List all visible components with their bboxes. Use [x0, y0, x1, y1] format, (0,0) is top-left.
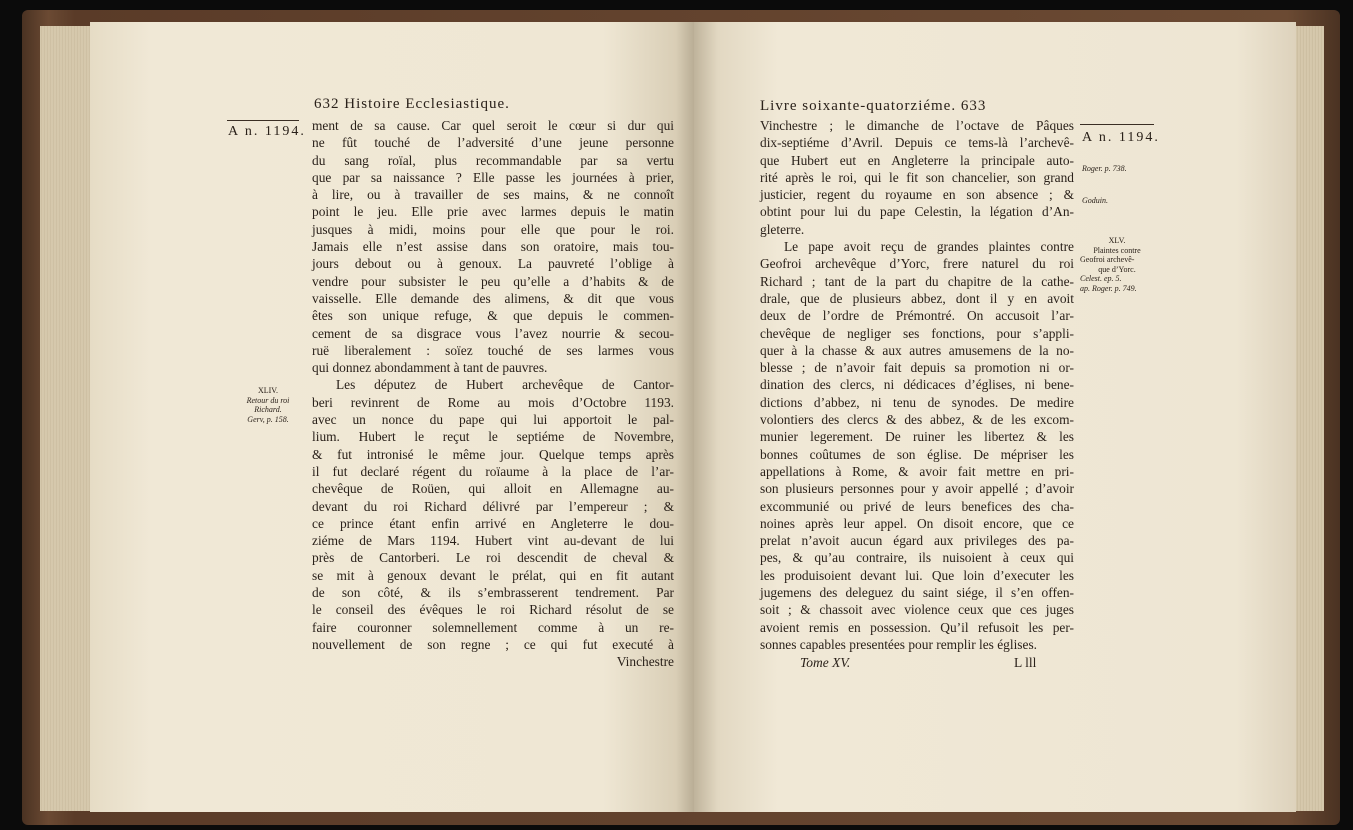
text-line: dictions d’abbez, ni tenu de synodes. De medire: [760, 394, 1074, 410]
text-line: vaisselle. Elle demande des alimens, & dit que vous: [312, 290, 674, 306]
text-line: cement de sa disgrace vous l’avez nourrie & secou-: [312, 325, 674, 341]
text-line: jugemens des deleguez du saint siége, il s’en offen-: [760, 585, 1074, 601]
text-line: Geofroi archevêque d’Yorc, frere naturel du roi: [760, 256, 1074, 272]
text-line: dination des clercs, ni dédicaces d’églises, ni bene-: [760, 377, 1074, 393]
text-line: drale, que de plusieurs abbez, dont il y en avoit: [760, 290, 1074, 306]
text-line: justicier, regent du royaume en son absence ; &: [760, 187, 1074, 203]
text-line: appellations à Rome, & avoir fait mettre en pri-: [760, 463, 1074, 479]
text-line: munier legerement. De ruiner les libertez & les: [760, 429, 1074, 445]
signature-mark: L lll: [1014, 655, 1037, 670]
text-line: jours debout ou à genoux. La pauvreté l’oblige à: [312, 256, 674, 272]
note-line: XLV.: [1108, 236, 1126, 245]
text-line: Jamais elle n’est assise dans son oratoire, mais tou-: [312, 239, 674, 255]
note-line: Gerv, p. 158.: [247, 414, 289, 424]
text-line: jusques à midi, moins pour elle que pour le roi.: [312, 221, 674, 237]
left-margin-note: [236, 386, 300, 424]
text-line: Les députez de Hubert archevêque de Cantor-: [336, 377, 674, 393]
text-line: le conseil des évêques le roi Richard résolut de se: [312, 602, 674, 618]
text-line: volontiers des clercs & des abbez, & de les excom-: [760, 412, 1074, 428]
text-line: êtes son unique refuge, & que depuis le commen-: [312, 308, 674, 324]
text-line: bonnes coûtumes de son église. De mépriser les: [760, 446, 1074, 462]
left-page-edges: [40, 26, 92, 811]
text-line: prelat n’avoit aucun égard aux privileges des pa-: [760, 533, 1074, 549]
text-line: avoient remis en possession. Qu’il refusoit les per-: [760, 619, 1074, 635]
note-line: Roger. p. 738.: [1082, 164, 1127, 173]
text-line: gleterre.: [760, 221, 805, 237]
text-line: soit ; & chassoit avec violence ceux que ces juges: [760, 602, 1074, 618]
left-running-head: 632 Histoire Ecclesiastique.: [314, 96, 510, 112]
text-line: pes, & qu’au contraire, ils nuisoient à ceux qui: [760, 550, 1074, 566]
text-line: dix-septiéme d’Avril. Depuis ce tems-là l’archevê-: [760, 135, 1074, 151]
catchword: Vinchestre: [616, 654, 674, 670]
text-line: ce prince étant enfin arrivé en Angleterre le dou-: [312, 515, 674, 531]
text-line: quer à la chasse & aux autres amusemens de la no-: [760, 342, 1074, 358]
text-line: les produisoient devant lui. Que loin d’executer les: [760, 567, 1074, 583]
text-line: faire couronner solemnellement comme à un re-: [312, 619, 674, 635]
note-line: Celest. ep. 5.: [1080, 274, 1122, 283]
text-line: avec un nonce du pape qui lui apportoit le pal-: [312, 412, 674, 428]
text-line: devant du roi Richard délivré par l’empereur ; &: [312, 498, 674, 514]
text-line: noines après leur appel. On disoit encore, que ce: [760, 515, 1074, 531]
text-line: blesse ; de n’avoir fait depuis sa promotion ni or-: [760, 360, 1074, 376]
text-line: Vinchestre ; le dimanche de l’octave de Pâques: [760, 118, 1074, 133]
text-line: & fut intronisé le même jour. Quelque temps après: [312, 446, 674, 462]
text-line: près de Cantorberi. Le roi descendit de cheval &: [312, 550, 674, 566]
right-margin-note-mid: [1080, 236, 1154, 293]
text-line: son plusieurs personnes pour y avoir appellé ; d’avoir: [760, 481, 1074, 497]
text-line: nouvellement de son regne ; ce qui fut executé à: [312, 636, 674, 652]
text-line: obtint pour lui du pape Celestin, la légation d’An-: [760, 204, 1074, 220]
text-line: ruë liberalement : soïez touché de ses larmes vous: [312, 342, 674, 358]
text-line: qui donnez abondamment à tant de pauvres.: [312, 360, 548, 376]
note-line: ap. Roger. p. 749.: [1080, 283, 1137, 293]
text-line: point le jeu. Elle prie avec larmes depuis le matin: [312, 204, 674, 220]
text-line: beri revinrent de Rome au mois d’Octobre 1193.: [312, 394, 674, 410]
text-line: vendre pour subsister le peu qu’elle a d’habits & de: [312, 273, 674, 289]
text-line: il fut declaré régent du roïaume à la place de l’ar-: [312, 463, 674, 479]
left-body-text: [312, 117, 674, 671]
text-line: chevêque de negliger ses fonctions, pour s’appli-: [760, 325, 1074, 341]
note-line: Richard.: [254, 405, 282, 414]
text-line: ment de sa cause. Car quel seroit le cœur si dur qui: [312, 118, 674, 133]
text-line: à lire, ou à travailler de ses mains, & ne connoît: [312, 187, 674, 203]
left-margin-rule: [227, 120, 299, 121]
note-line: Retour du roi: [246, 395, 290, 405]
text-line: que par sa naissance ? Elle passe les journées à prier,: [312, 169, 674, 185]
text-line: chevêque de Roüen, qui alloit en Allemagne au-: [312, 481, 674, 497]
text-line: lium. Hubert le reçut le septiéme de Novembre,: [312, 429, 674, 445]
note-line: XLIV.: [257, 386, 279, 395]
text-line: deux de l’ordre de Prémontré. On accusoit l’ar-: [760, 308, 1074, 324]
right-page-edges: [1296, 26, 1324, 811]
note-line: Goduin.: [1082, 195, 1108, 205]
right-running-head: Livre soixante-quatorziéme. 633: [760, 98, 987, 114]
text-line: ziéme de Mars 1194. Hubert vint au-devant de lui: [312, 533, 674, 549]
text-line: se mit à genoux devant le prélat, qui en fit autant: [312, 567, 674, 583]
text-line: Le pape avoit reçu de grandes plaintes contre: [784, 239, 1074, 255]
right-margin-note-top: [1082, 164, 1127, 205]
left-margin-year: A n. 1194.: [228, 124, 306, 139]
right-margin-rule: [1080, 124, 1154, 125]
text-line: sonnes capables presentées pour remplir les églises.: [760, 636, 1038, 652]
text-line: que Hubert eut en Angleterre la principale auto-: [760, 152, 1074, 168]
signature-volume: Tome XV.: [800, 655, 851, 670]
text-line: Richard ; tant de la part du chapitre de la cathe-: [760, 273, 1074, 289]
right-margin-year: A n. 1194.: [1082, 130, 1160, 145]
text-line: excommunié ou privé de leurs benefices des cha-: [760, 498, 1074, 514]
note-line: que d’Yorc.: [1098, 264, 1136, 274]
text-line: de son côté, & ils s’embrasserent tendrement. Par: [312, 585, 674, 601]
note-line: Geofroi archevê-: [1080, 255, 1135, 264]
note-line: Plaintes contre: [1093, 245, 1141, 255]
text-line: rité après le roi, qui le fit son chancelier, son grand: [760, 169, 1074, 185]
text-line: du sang roïal, plus recommandable par sa vertu: [312, 152, 674, 168]
text-line: ne fût touché de l’adversité d’une jeune personne: [312, 135, 674, 151]
right-body-text: [760, 117, 1074, 653]
